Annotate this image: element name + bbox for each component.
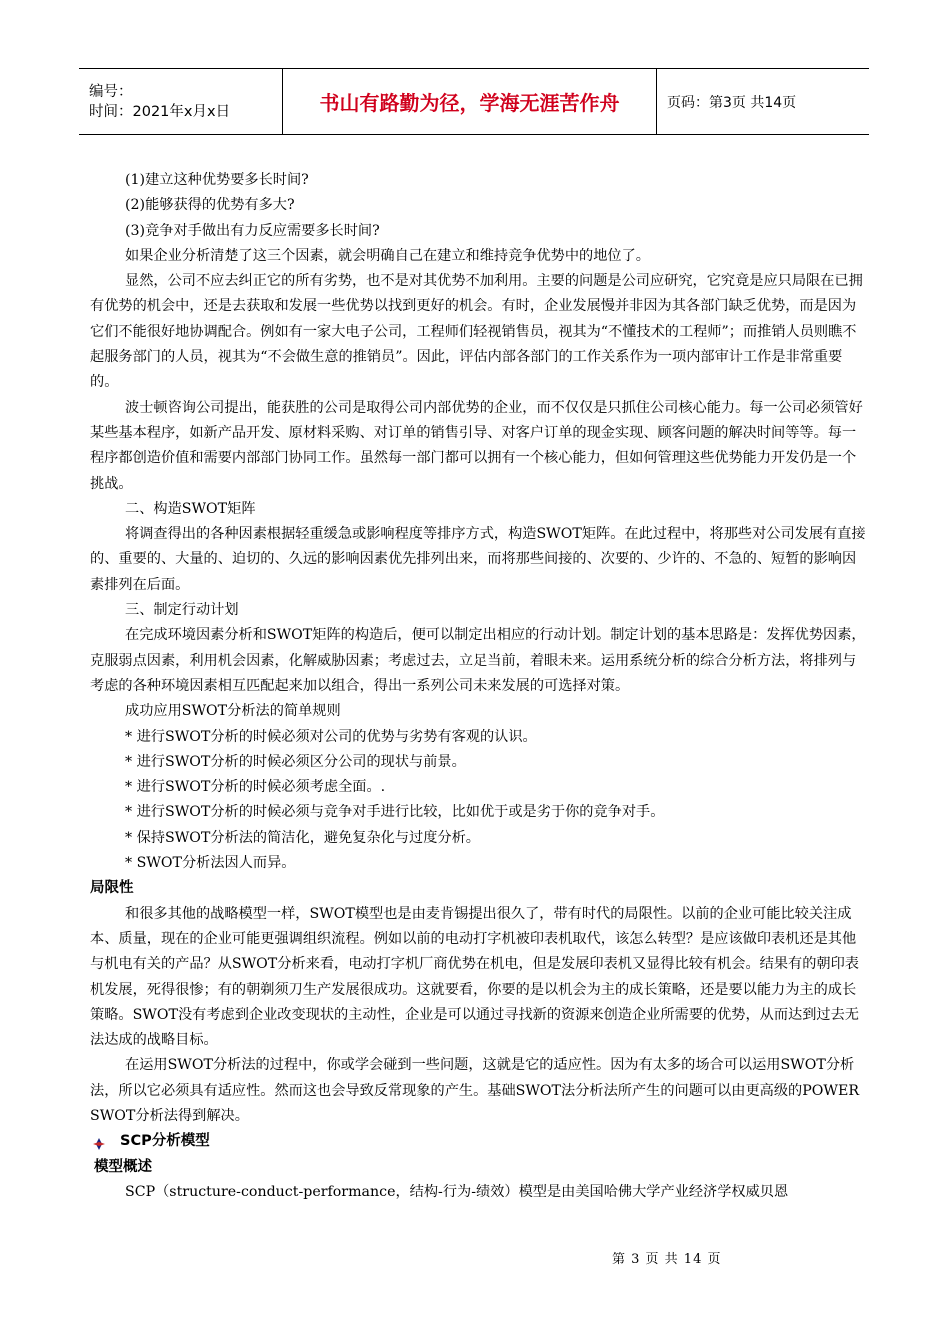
header-left-cell bbox=[79, 69, 283, 134]
header-motto-cell bbox=[283, 69, 657, 134]
rule-item: * 保持SWOT分析法的简洁化，避免复杂化与过度分析。 bbox=[125, 829, 480, 846]
section-heading-action-plan: 三、制定行动计划 bbox=[125, 602, 239, 619]
limitations-heading: 局限性 bbox=[90, 880, 134, 897]
section-heading-swot-matrix: 二、构造SWOT矩阵 bbox=[125, 500, 256, 517]
rules-heading: 成功应用SWOT分析法的简单规则 bbox=[125, 703, 341, 720]
question-2: (2)能够获得的优势有多大? bbox=[125, 197, 295, 214]
document-body bbox=[90, 168, 870, 1205]
rule-item: * 进行SWOT分析的时候必须区分公司的现状与前景。 bbox=[125, 753, 466, 770]
motto: 书山有路勤为径，学海无涯苦作舟 bbox=[319, 91, 620, 115]
limitations-paragraph-1: 和很多其他的战略模型一样，SWOT模型也是由麦肯锡提出很久了，带有时代的局限性。以前的企业可能比较关注成本、质量，现在的企业可能更强调组织流程。例如以前的电动打字机被印表机取代，该怎么转型？是应该做印表机还是其他与机电有关的产品？从SWOT分析来看，电动打字机厂商优势在机电，但是发展印表机又显得比较有机会。结果有的朝印表机发展，死得很惨；有的朝剃须刀生产发展很成功。这就要看，你要的是以机会为主的成长策略，还是要以能力为主的成长策略。SWOT没有考虑到企业改变现状的主动性，企业是可以通过寻找新的资源来创造企业所需要的优势，从而达到过去无法达成的战略目标。 bbox=[90, 905, 859, 1049]
question-3: (3)竞争对手做出有力反应需要多长时间? bbox=[125, 222, 380, 239]
rule-item: * 进行SWOT分析的时候必须与竞争对手进行比较，比如优于或是劣于你的竞争对手。 bbox=[125, 804, 665, 821]
scp-title-line bbox=[90, 1129, 870, 1154]
scp-subheading: 模型概述 bbox=[94, 1158, 152, 1175]
question-1: (1)建立这种优势要多长时间? bbox=[125, 172, 309, 188]
limitations-paragraph-2: 在运用SWOT分析法的过程中，你或学会碰到一些问题，这就是它的适应性。因为有太多的场合可以运用SWOT分析法，所以它必须具有适应性。然而这也会导致反常现象的产生。基础SWOT法分析法所产生的问题可以由更高级的POWER SWOT分析法得到解决。 bbox=[90, 1057, 860, 1124]
paragraph: 在完成环境因素分析和SWOT矩阵的构造后，便可以制定出相应的行动计划。制定计划的基本思路是：发挥优势因素，克服弱点因素，利用机会因素，化解威胁因素；考虑过去，立足当前，着眼未来。运用系统分析的综合分析方法，将排列与考虑的各种环境因素相互匹配起来加以组合，得出一系列公司未来发展的可选择对策。 bbox=[90, 627, 866, 694]
rule-item: * SWOT分析法因人而异。 bbox=[125, 855, 296, 872]
number-label: 编号： bbox=[89, 83, 133, 100]
page-label: 页码：第3页 共14页 bbox=[667, 94, 797, 111]
paragraph: 显然，公司不应去纠正它的所有劣势，也不是对其优势不加利用。主要的问题是公司应研究，它究竟是应只局限在已拥有优势的机会中，还是去获取和发展一些优势以找到更好的机会。有时，企业发展慢并非因为其各部门缺乏优势，而是因为它们不能很好地协调配合。例如有一家大电子公司，工程师们轻视销售员，视其为“不懂技术的工程师”；而推销人员则瞧不起服务部门的人员，视其为“不会做生意的推销员”。因此，评估内部各部门的工作关系作为一项内部审计工作是非常重要的。 bbox=[90, 273, 863, 391]
page-footer: 第 3 页 共 14 页 bbox=[612, 1252, 722, 1267]
scp-paragraph: SCP（structure-conduct-performance，结构-行为-绩效）模型是由美国哈佛大学产业经济学权威贝恩 bbox=[125, 1183, 789, 1200]
diamond-bullet-icon bbox=[92, 1135, 106, 1149]
paragraph: 如果企业分析清楚了这三个因素，就会明确自己在建立和维持竞争优势中的地位了。 bbox=[125, 247, 650, 264]
scp-title: SCP分析模型 bbox=[120, 1133, 210, 1150]
paragraph: 将调查得出的各种因素根据轻重缓急或影响程度等排序方式，构造SWOT矩阵。在此过程中，将那些对公司发展有直接的、重要的、大量的、迫切的、久远的影响因素优先排列出来，而将那些间接的、次要的、少许的、不急的、短暂的影响因素排列在后面。 bbox=[90, 526, 866, 593]
paragraph: 波士顿咨询公司提出，能获胜的公司是取得公司内部优势的企业，而不仅仅是只抓住公司核心能力。每一公司必须管好某些基本程序，如新产品开发、原材料采购、对订单的销售引导、对客户订单的现金实现、顾客问题的解决时间等等。每一程序都创造价值和需要内部部门协同工作。虽然每一部门都可以拥有一个核心能力，但如何管理这些优势能力开发仍是一个挑战。 bbox=[90, 399, 863, 492]
header-right-cell bbox=[657, 69, 869, 134]
rule-item: * 进行SWOT分析的时候必须考虑全面。. bbox=[125, 779, 386, 796]
header-table bbox=[79, 68, 869, 135]
date-label: 时间：2021年x月x日 bbox=[89, 103, 231, 120]
rule-item: * 进行SWOT分析的时候必须对公司的优势与劣势有客观的认识。 bbox=[125, 728, 537, 745]
